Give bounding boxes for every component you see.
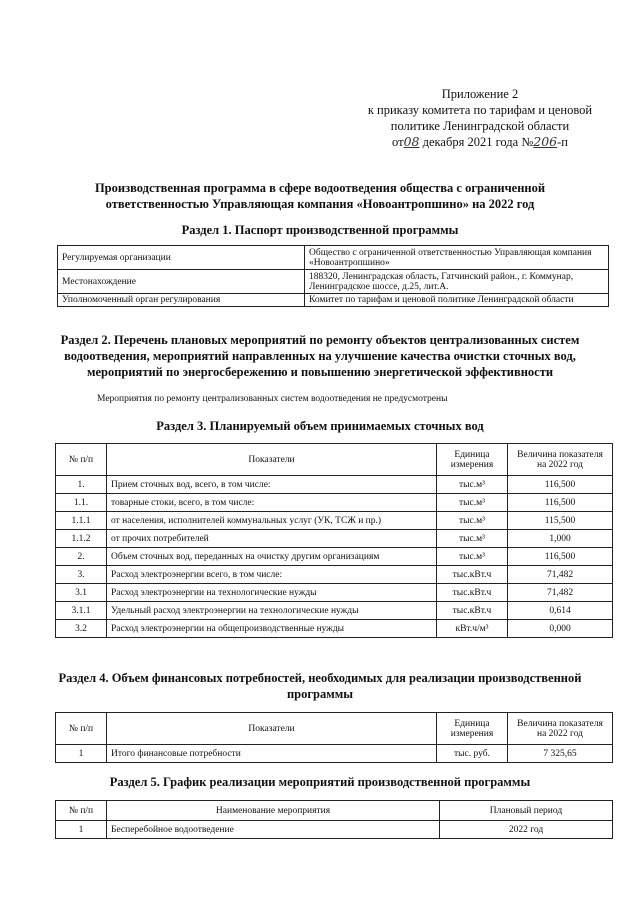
row-name: Объем сточных вод, переданных на очистку другим организациям — [107, 548, 437, 566]
schedule-table — [55, 800, 613, 839]
row-value: 7 325,65 — [508, 745, 613, 763]
section4-title — [40, 670, 600, 702]
col-event-name: Наименование мероприятия — [107, 801, 440, 821]
table-row — [56, 548, 613, 566]
col-unit: Единица измерения — [437, 713, 508, 745]
row-num: 3.2 — [56, 620, 107, 638]
section2-note: Мероприятия по ремонту централизованных систем водоотведения не предусмотрены — [97, 394, 448, 404]
row-name: Расход электроэнергии на технологические нужды — [107, 584, 437, 602]
row-unit: тыс.м³ — [437, 530, 508, 548]
row-value: 0,614 — [508, 602, 613, 620]
row-unit: тыс.кВт.ч — [437, 602, 508, 620]
table-row — [58, 246, 609, 270]
table-row — [56, 620, 613, 638]
title-line1: Производственная программа в сфере водоотведения общества с ограниченной — [94, 181, 546, 195]
table-row — [58, 294, 609, 307]
table-row — [56, 530, 613, 548]
row-name: товарные стоки, всего, в том числе: — [107, 494, 437, 512]
row-unit: тыс.кВт.ч — [437, 584, 508, 602]
document-title — [40, 180, 600, 212]
appendix-line1: Приложение 2 — [441, 87, 519, 101]
table-header-row — [56, 444, 613, 476]
table-header-row — [56, 713, 613, 745]
passport-value: Комитет по тарифам и ценовой политике Ленинградской области — [305, 294, 609, 307]
row-value: 1,000 — [508, 530, 613, 548]
col-num: № п/п — [56, 801, 107, 821]
row-num: 1.1.2 — [56, 530, 107, 548]
table-row — [56, 602, 613, 620]
section4-line2: программы — [286, 687, 354, 701]
date-suffix: -п — [557, 135, 568, 149]
financial-needs-table — [55, 712, 613, 763]
section3-title: Раздел 3. Планируемый объем принимаемых сточных вод — [156, 419, 484, 433]
section2-line2: водоотведения, мероприятий направленных на улучшение качества очистки сточных вод, — [64, 349, 576, 363]
row-num: 1 — [56, 821, 107, 839]
table-row — [58, 270, 609, 294]
row-num: 3. — [56, 566, 107, 584]
col-period: Плановый период — [440, 801, 613, 821]
section1-title: Раздел 1. Паспорт производственной программы — [181, 223, 459, 237]
wastewater-volume-table — [55, 443, 613, 638]
row-name: Бесперебойное водоотведение — [107, 821, 440, 839]
passport-value: Общество с ограниченной ответственностью Управляющая компания «Новоантропшино» — [305, 246, 609, 270]
col-num: № п/п — [56, 444, 107, 476]
section5-title: Раздел 5. График реализации мероприятий производственной программы — [109, 775, 531, 789]
row-name: Расход электроэнергии на общепроизводственные нужды — [107, 620, 437, 638]
title-line2: ответственностью Управляющая компания «Новоантропшино» на 2022 год — [105, 197, 535, 211]
passport-label: Местонахождение — [58, 270, 305, 294]
section2-line3: мероприятий по энергосбережению и повышению энергетической эффективности — [86, 365, 554, 379]
passport-label: Уполномоченный орган регулирования — [58, 294, 305, 307]
row-unit: тыс.кВт.ч — [437, 566, 508, 584]
row-unit: кВт.ч/м³ — [437, 620, 508, 638]
row-num: 1.1. — [56, 494, 107, 512]
row-num: 3.1.1 — [56, 602, 107, 620]
passport-value: 188320, Ленинградская область, Гатчинский район., г. Коммунар, Ленинградское шоссе, д.25, лит.А. — [305, 270, 609, 294]
col-value: Величина показателя на 2022 год — [508, 444, 613, 476]
table-row — [56, 476, 613, 494]
appendix-date-line — [340, 134, 620, 150]
passport-label: Регулируемая организации — [58, 246, 305, 270]
row-name: Удельный расход электроэнергии на технологические нужды — [107, 602, 437, 620]
row-value: 0,000 — [508, 620, 613, 638]
table-row — [56, 584, 613, 602]
col-value: Величина показателя на 2022 год — [508, 713, 613, 745]
row-num: 3.1 — [56, 584, 107, 602]
row-unit: тыс.м³ — [437, 476, 508, 494]
col-indicator: Показатели — [107, 713, 437, 745]
table-row — [56, 566, 613, 584]
row-name: Итого финансовые потребности — [107, 745, 437, 763]
table-header-row — [56, 801, 613, 821]
row-name: от прочих потребителей — [107, 530, 437, 548]
date-prefix: от — [392, 135, 404, 149]
section2-title — [40, 332, 600, 380]
row-unit: тыс.м³ — [437, 548, 508, 566]
appendix-header — [340, 86, 620, 150]
passport-table — [57, 245, 609, 307]
section4-line1: Раздел 4. Объем финансовых потребностей, необходимых для реализации производственной — [58, 671, 582, 685]
handwritten-number: 206 — [533, 134, 558, 149]
row-period: 2022 год — [440, 821, 613, 839]
row-unit: тыс.м³ — [437, 494, 508, 512]
col-indicator: Показатели — [107, 444, 437, 476]
row-num: 1.1.1 — [56, 512, 107, 530]
date-mid: декабря 2021 года № — [422, 135, 534, 149]
row-num: 1 — [56, 745, 107, 763]
row-value: 116,500 — [508, 548, 613, 566]
row-value: 71,482 — [508, 584, 613, 602]
row-unit: тыс. руб. — [437, 745, 508, 763]
row-name: Прием сточных вод, всего, в том числе: — [107, 476, 437, 494]
col-num: № п/п — [56, 713, 107, 745]
handwritten-day: 08 — [403, 134, 420, 149]
row-value: 116,500 — [508, 476, 613, 494]
row-value: 115,500 — [508, 512, 613, 530]
section2-line1: Раздел 2. Перечень плановых мероприятий по ремонту объектов централизованных систем — [60, 333, 580, 347]
row-value: 71,482 — [508, 566, 613, 584]
appendix-line3: политике Ленинградской области — [390, 119, 570, 133]
table-row — [56, 512, 613, 530]
row-name: Расход электроэнергии всего, в том числе: — [107, 566, 437, 584]
row-unit: тыс.м³ — [437, 512, 508, 530]
table-row — [56, 745, 613, 763]
table-row — [56, 821, 613, 839]
row-num: 1. — [56, 476, 107, 494]
col-unit: Единица измерения — [437, 444, 508, 476]
table-row — [56, 494, 613, 512]
row-value: 116,500 — [508, 494, 613, 512]
row-name: от населения, исполнителей коммунальных услуг (УК, ТСЖ и пр.) — [107, 512, 437, 530]
row-num: 2. — [56, 548, 107, 566]
appendix-line2: к приказу комитета по тарифам и ценовой — [367, 103, 593, 117]
